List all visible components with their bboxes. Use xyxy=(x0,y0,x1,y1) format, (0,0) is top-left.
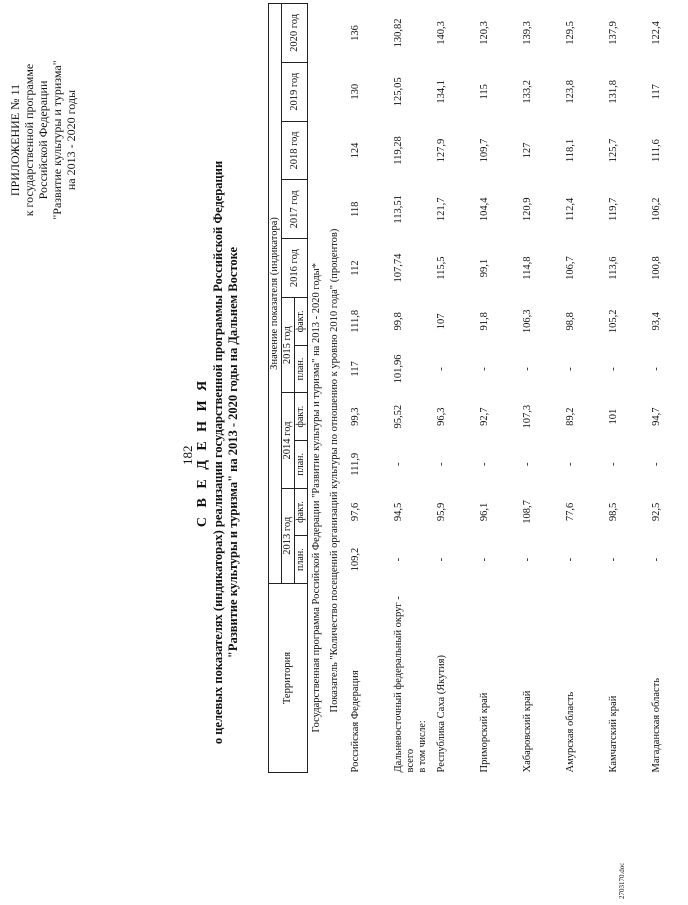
value-cell: 95,9 xyxy=(436,502,447,522)
value-cell: 134,1 xyxy=(436,79,447,104)
value-cell: 119,7 xyxy=(608,197,619,221)
territory-name: Приморский край xyxy=(479,692,490,773)
value-cell: 99,8 xyxy=(393,312,404,331)
document-code: 2703170.doc xyxy=(618,862,626,899)
value-cell: 133,2 xyxy=(522,79,533,104)
header-indicator-value: Значение показателя (индикатора) xyxy=(269,4,282,584)
appendix-line: Российской Федерации xyxy=(36,80,50,200)
value-cell: 96,3 xyxy=(436,407,447,426)
value-cell: 106,3 xyxy=(522,309,533,334)
value-cell: 115,5 xyxy=(436,256,447,280)
value-cell: 89,2 xyxy=(565,407,576,426)
territory-name: Амурская область xyxy=(565,691,576,773)
territory-subnote: в том числе: xyxy=(417,720,428,773)
value-cell: 97,6 xyxy=(350,502,361,522)
value-cell: 120,3 xyxy=(479,21,490,45)
value-cell: - xyxy=(608,367,619,371)
territory-name: Республика Саха (Якутия) xyxy=(436,655,447,773)
header-territory: Территория xyxy=(269,583,308,772)
value-cell: - xyxy=(565,462,576,467)
value-cell: 107,3 xyxy=(522,404,533,429)
appendix-note xyxy=(8,15,78,265)
header-2017: 2017 год xyxy=(282,180,308,239)
value-cell: 106,2 xyxy=(651,197,662,222)
value-cell: 124 xyxy=(350,142,361,159)
value-cell: 125,7 xyxy=(608,138,619,163)
value-cell: 113,51 xyxy=(393,195,404,224)
value-cell: 94,5 xyxy=(393,502,404,522)
value-cell: 94,7 xyxy=(651,407,662,426)
value-cell: - xyxy=(436,367,447,371)
title-line: "Развитие культуры и туризма" на 2013 - 2020 годы на Дальнем Востоке xyxy=(226,246,240,659)
value-cell: - xyxy=(565,557,576,562)
territory-cell xyxy=(602,583,645,772)
header-fact: факт. xyxy=(295,393,308,441)
table-row xyxy=(344,4,387,773)
header-plan: план. xyxy=(295,345,308,393)
table-row xyxy=(516,4,559,773)
value-cell: - xyxy=(393,462,404,467)
header-2014: 2014 год xyxy=(282,393,295,488)
value-cell: 130,82 xyxy=(393,18,404,48)
value-cell: 101 xyxy=(608,408,619,425)
header-fact: факт. xyxy=(295,298,308,346)
value-cell: 99,3 xyxy=(350,407,361,426)
value-cell: 96,1 xyxy=(479,502,490,522)
value-cell: 106,7 xyxy=(565,256,576,280)
table-row xyxy=(430,4,473,773)
value-cell: 140,3 xyxy=(436,21,447,45)
header-2020: 2020 год xyxy=(282,4,308,63)
value-cell: 111,6 xyxy=(651,139,662,162)
value-cell: 112 xyxy=(350,260,361,276)
value-cell: 107,74 xyxy=(393,253,404,283)
territory-cell xyxy=(473,583,516,772)
value-cell: 77,6 xyxy=(565,502,576,522)
value-cell: - xyxy=(436,557,447,562)
appendix-line: к государственной программе xyxy=(22,63,36,217)
territory-name: Российская Федерация xyxy=(350,670,361,773)
header-plan: план. xyxy=(295,440,308,488)
value-cell: - xyxy=(479,557,490,562)
value-cell: 127,9 xyxy=(436,138,447,163)
value-cell: 93,4 xyxy=(651,312,662,331)
territory-name: Камчатский край xyxy=(608,695,619,773)
value-cell: 100,8 xyxy=(651,256,662,280)
value-cell: 91,8 xyxy=(479,312,490,331)
value-cell: 109,7 xyxy=(479,138,490,163)
header-2015: 2015 год xyxy=(282,298,295,393)
value-cell: 104,4 xyxy=(479,197,490,222)
document-title xyxy=(195,0,241,905)
value-cell: 120,9 xyxy=(522,197,533,222)
header-plan: план. xyxy=(295,536,308,584)
value-cell: 123,8 xyxy=(565,79,576,104)
value-cell: 122,4 xyxy=(651,21,662,45)
value-cell: 109,2 xyxy=(350,547,361,572)
value-cell: 139,3 xyxy=(522,21,533,45)
territory-cell xyxy=(516,583,559,772)
value-cell: 111,9 xyxy=(350,452,361,476)
value-cell: - xyxy=(436,462,447,467)
value-cell: 107 xyxy=(436,313,447,330)
value-cell: 136 xyxy=(350,25,361,41)
appendix-line: "Развитие культуры и туризма" xyxy=(50,60,64,220)
page-number: 182 xyxy=(180,445,195,465)
territory-name: Дальневосточный федеральный округ - всего xyxy=(393,596,416,773)
value-cell: 131,8 xyxy=(608,79,619,104)
territory-cell xyxy=(387,583,430,772)
territory-name: Магаданская область xyxy=(651,677,662,773)
table-row xyxy=(645,4,688,773)
value-cell: 113,6 xyxy=(608,256,619,280)
value-cell: - xyxy=(393,557,404,562)
title-heading: С В Е Д Е Н И Я xyxy=(195,377,210,528)
value-cell: 118 xyxy=(350,201,361,218)
program-section-title: Государственная программа Российской Федерации "Развитие культуры и туризма" на 2013 - 2020 годы* xyxy=(311,263,322,733)
territory-cell xyxy=(559,583,602,772)
value-cell: - xyxy=(565,367,576,371)
value-cell: 105,2 xyxy=(608,309,619,334)
value-cell: 108,7 xyxy=(522,500,533,524)
value-cell: 117 xyxy=(350,361,361,377)
value-cell: 115 xyxy=(479,84,490,100)
header-2016: 2016 год xyxy=(282,239,308,298)
value-cell: 114,8 xyxy=(522,256,533,280)
header-fact: факт. xyxy=(295,488,308,536)
value-cell: 92,5 xyxy=(651,502,662,522)
value-cell: 92,7 xyxy=(479,407,490,426)
table-row xyxy=(473,4,516,773)
header-2018: 2018 год xyxy=(282,121,308,180)
header-2013: 2013 год xyxy=(282,488,295,583)
value-cell: - xyxy=(479,367,490,371)
value-cell: 98,5 xyxy=(608,502,619,522)
value-cell: 127 xyxy=(522,142,533,159)
value-cell: - xyxy=(522,367,533,371)
value-cell: 111,8 xyxy=(350,309,361,333)
value-cell: 129,5 xyxy=(565,21,576,45)
value-cell: - xyxy=(522,557,533,562)
value-cell: - xyxy=(651,462,662,467)
indicator-title: Показатель "Количество посещений организаций культуры по отношению к уровню 2010 года" (процентов) xyxy=(329,228,340,713)
value-cell: - xyxy=(608,462,619,467)
title-line: о целевых показателях (индикаторах) реализации государственной программы Российской Федерации xyxy=(211,160,225,745)
territory-cell xyxy=(430,583,473,772)
territory-cell xyxy=(645,583,688,772)
value-cell: 121,7 xyxy=(436,197,447,222)
value-cell: - xyxy=(651,557,662,562)
value-cell: 125,05 xyxy=(393,77,404,107)
territory-name: Хабаровский край xyxy=(522,690,533,773)
value-cell: 98,8 xyxy=(565,312,576,331)
value-cell: 95,52 xyxy=(393,404,404,429)
table-body xyxy=(308,4,688,773)
value-cell: - xyxy=(522,462,533,467)
territory-cell xyxy=(344,583,387,772)
table-row xyxy=(387,4,430,773)
value-cell: 118,1 xyxy=(565,138,576,163)
indicators-table xyxy=(268,3,688,773)
value-cell: 117 xyxy=(651,84,662,100)
table-row xyxy=(559,4,602,773)
value-cell: 137,9 xyxy=(608,21,619,45)
value-cell: - xyxy=(608,557,619,562)
value-cell: 101,96 xyxy=(393,354,404,384)
header-2019: 2019 год xyxy=(282,62,308,121)
value-cell: 112,4 xyxy=(565,197,576,221)
value-cell: 99,1 xyxy=(479,258,490,278)
appendix-line: на 2013 - 2020 годы xyxy=(64,89,78,191)
value-cell: 119,28 xyxy=(393,136,404,165)
table-row xyxy=(602,4,645,773)
value-cell: - xyxy=(479,462,490,467)
value-cell: 130 xyxy=(350,83,361,100)
value-cell: - xyxy=(651,367,662,371)
appendix-line: ПРИЛОЖЕНИЕ № 11 xyxy=(8,83,22,197)
